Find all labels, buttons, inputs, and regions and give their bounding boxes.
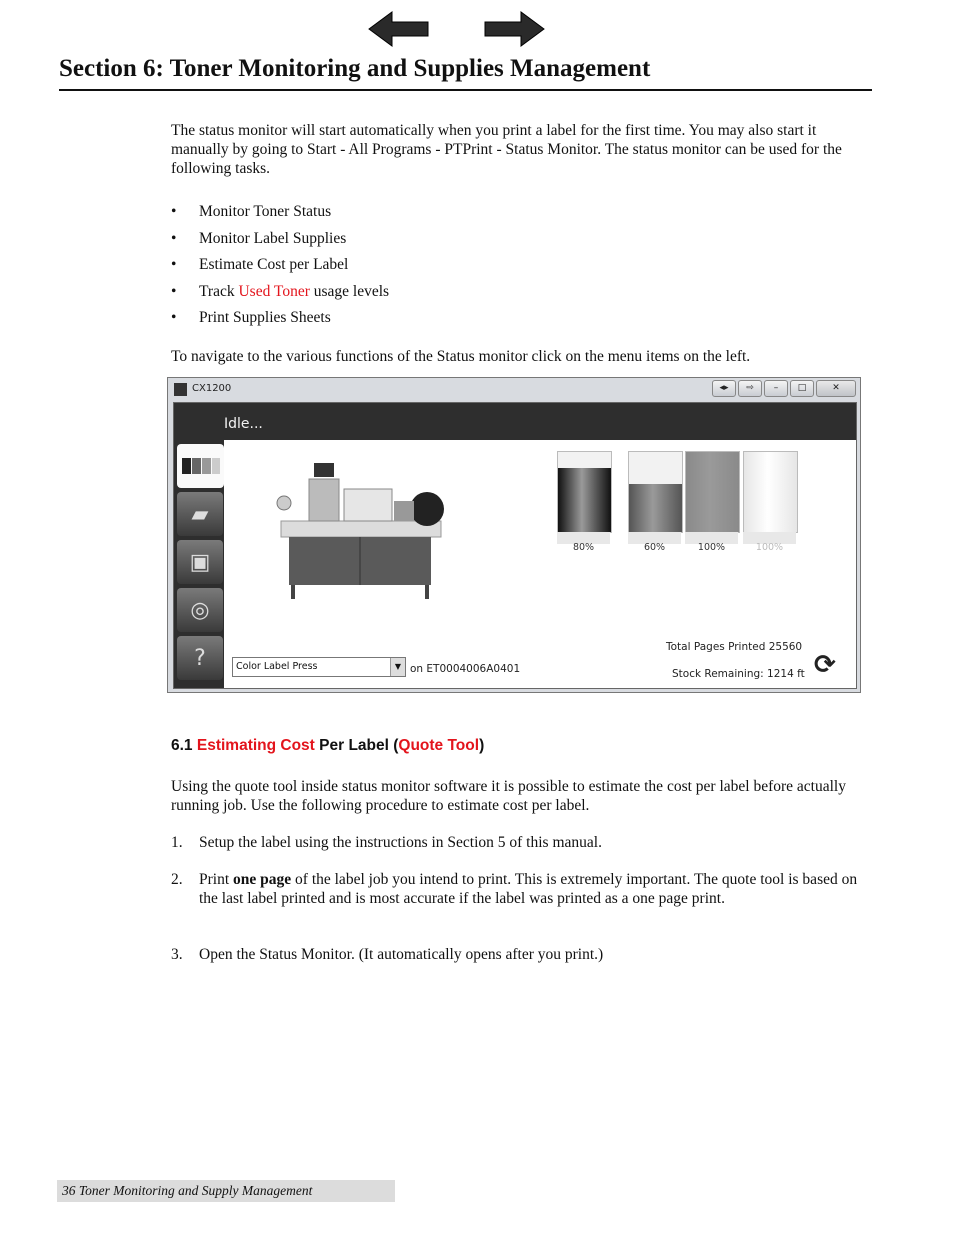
list-item: • Monitor Toner Status (171, 202, 389, 229)
coins-icon[interactable]: ◎ (177, 588, 223, 632)
list-item: • Monitor Label Supplies (171, 229, 389, 256)
subsection-end: ) (479, 737, 485, 754)
navigation-paragraph: To navigate to the various functions of the Status monitor click on the menu items on the left. (171, 348, 751, 365)
help-icon[interactable] (177, 636, 223, 680)
toner-percent-label: 80% (572, 542, 595, 553)
task-list (171, 202, 389, 335)
port-label: on ET0004006A0401 (410, 663, 521, 675)
step-text: Setup the label using the instructions in Section 5 of this manual. (199, 834, 602, 851)
quote-intro-paragraph: Using the quote tool inside status monitor software it is possible to estimate the cost per label before actually running job. Use the following procedure to estimate cost per label. (171, 778, 846, 814)
list-item: • Print Supplies Sheets (171, 308, 389, 335)
status-text: Idle... (224, 416, 263, 432)
toner-bar (685, 451, 740, 533)
printer-select[interactable] (232, 657, 406, 677)
status-header (174, 403, 856, 440)
stock-label: Stock Remaining: (672, 668, 764, 680)
toner-percent-label: 100% (755, 542, 784, 553)
printer-head-icon[interactable]: ▰ (177, 492, 223, 536)
list-item (171, 945, 871, 964)
list-item (171, 282, 389, 309)
printer-illustration (269, 461, 449, 601)
stock-value: 1214 ft (767, 668, 805, 680)
toner-bar-fill (686, 452, 739, 532)
intro-paragraph: The status monitor will start automatically when you print a label for the first time. You may also start it manually by going to Start - All Programs - PTPrint - Status Monitor. The status monitor can be used for the following tasks. (171, 122, 842, 177)
window-controls (712, 380, 856, 397)
step-text: Print (199, 871, 234, 888)
swap-icon[interactable]: ◂▸ (712, 380, 736, 397)
list-item (171, 833, 871, 852)
step-emphasis: one page (233, 871, 292, 888)
track-prefix: Track (199, 282, 239, 300)
toner-percent-label: 60% (643, 542, 666, 553)
window-title: CX1200 (192, 383, 232, 394)
toner-percent-label: 100% (697, 542, 726, 553)
total-pages: Total Pages Printed 25560 (666, 641, 803, 653)
chevron-down-icon[interactable]: ▼ (390, 658, 405, 676)
status-monitor-screenshot (167, 377, 861, 693)
app-logo-icon (174, 383, 187, 396)
list-item: • Estimate Cost per Label (171, 255, 389, 282)
track-suffix: usage levels (309, 282, 390, 300)
refresh-icon[interactable]: ⟳ (814, 650, 836, 680)
estimating-cost-link[interactable]: Estimating Cost (196, 737, 315, 754)
arrow-right-icon[interactable] (483, 10, 545, 48)
toner-bar-fill (744, 452, 797, 532)
step-text: of the label job you intend to print. This is extremely important. The quote tool is based on the last label printed and is most accurate if the label was printed as a one page print. (199, 871, 858, 907)
toner-bar (743, 451, 798, 533)
subsection-mid: Per Label ( (314, 737, 399, 754)
stock-remaining (672, 668, 805, 680)
subsection-heading (171, 737, 484, 755)
arrow-left-icon[interactable] (368, 10, 430, 48)
toner-bar-fill (558, 468, 611, 532)
step-list (171, 833, 871, 852)
toner-icon[interactable] (177, 444, 224, 488)
toner-bar (628, 451, 683, 533)
step-list (171, 945, 871, 964)
export-icon[interactable]: ⇨ (738, 380, 762, 397)
step-number: 2. (171, 871, 183, 888)
title-divider (59, 89, 872, 91)
status-monitor-body (173, 402, 857, 689)
page-title: Section 6: Toner Monitoring and Supplies Management (59, 55, 651, 82)
minimize-button[interactable]: – (764, 380, 788, 397)
toner-bar (557, 451, 612, 533)
toner-bar-fill (629, 484, 682, 532)
label-supplies-icon[interactable]: ▣ (177, 540, 223, 584)
page-footer: 36 Toner Monitoring and Supply Management (57, 1180, 395, 1202)
step-number: 1. (171, 834, 183, 851)
step-text: Open the Status Monitor. (It automatically opens after you print.) (199, 946, 604, 963)
list-item (171, 870, 871, 908)
printer-select-value: Color Label Press (236, 661, 318, 672)
maximize-button[interactable]: □ (790, 380, 814, 397)
step-number: 3. (171, 946, 183, 963)
help-glyph: ? (194, 645, 206, 671)
close-button[interactable]: ✕ (816, 380, 856, 397)
used-toner-link[interactable]: Used Toner (238, 282, 310, 300)
step-list (171, 870, 871, 908)
side-menu (174, 440, 224, 688)
quote-tool-link[interactable]: Quote Tool (398, 737, 480, 754)
subsection-number: 6.1 (171, 737, 197, 754)
